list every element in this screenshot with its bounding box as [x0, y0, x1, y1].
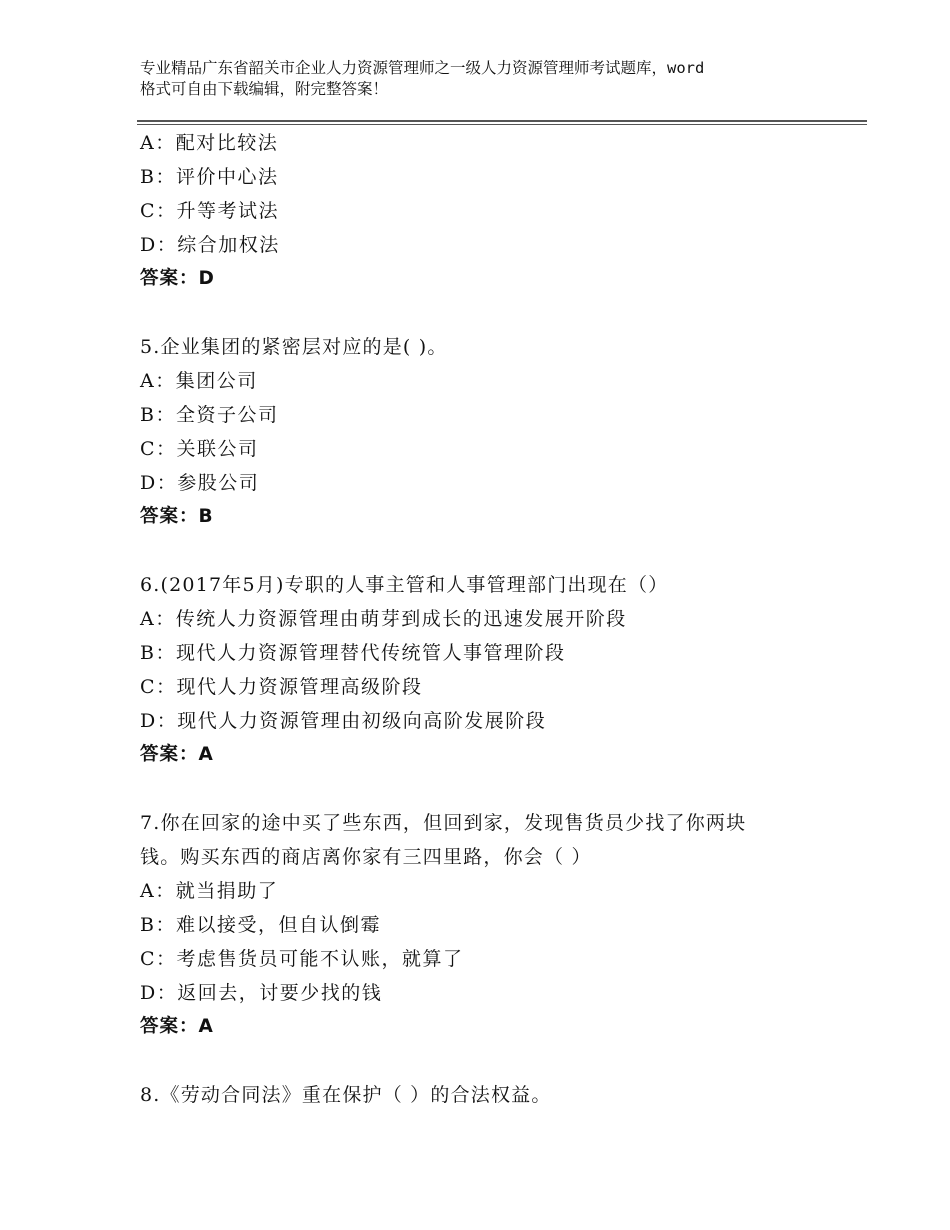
option-a: A：就当捐助了 — [140, 880, 279, 902]
question-5 — [140, 330, 860, 534]
question-4 — [140, 126, 860, 296]
answer-label: 答案：B — [140, 506, 214, 527]
option-d: D：现代人力资源管理由初级向高阶发展阶段 — [140, 710, 547, 732]
question-stem: 6.(2017年5月)专职的人事主管和人事管理部门出现在（） — [140, 574, 669, 596]
option-c: C：现代人力资源管理高级阶段 — [140, 676, 423, 698]
option-a: A：传统人力资源管理由萌芽到成长的迅速发展开阶段 — [140, 608, 627, 630]
option-b: B：评价中心法 — [140, 166, 279, 188]
question-6 — [140, 568, 860, 772]
answer-label: 答案：D — [140, 268, 215, 289]
option-b: B：难以接受，但自认倒霉 — [140, 914, 381, 936]
header-line-2: 格式可自由下载编辑，附完整答案！ — [140, 80, 389, 98]
option-c: C：升等考试法 — [140, 200, 280, 222]
option-d: D：综合加权法 — [140, 234, 280, 256]
question-stem: 5.企业集团的紧密层对应的是( )。 — [140, 336, 448, 358]
question-stem-line-1: 7.你在回家的途中买了些东西，但回到家，发现售货员少找了你两块 — [140, 812, 747, 834]
option-a: A：配对比较法 — [140, 132, 279, 154]
spacer — [140, 534, 860, 568]
option-c: C：考虑售货员可能不认账，就算了 — [140, 948, 464, 970]
header-divider-thick — [137, 120, 867, 122]
spacer — [140, 296, 860, 330]
header-divider-thin — [137, 124, 867, 125]
question-7 — [140, 806, 860, 1044]
spacer — [140, 1044, 860, 1078]
question-stem-line-2: 钱。购买东西的商店离你家有三四里路，你会（ ） — [140, 846, 592, 868]
option-d: D：返回去，讨要少找的钱 — [140, 982, 383, 1004]
answer-label: 答案：A — [140, 744, 214, 765]
spacer — [140, 772, 860, 806]
question-list — [140, 126, 860, 1112]
answer-label: 答案：A — [140, 1016, 214, 1037]
option-d: D：参股公司 — [140, 472, 260, 494]
document-header — [140, 58, 830, 100]
header-line-1: 专业精品广东省韶关市企业人力资源管理师之一级人力资源管理师考试题库，word — [140, 59, 705, 77]
option-c: C：关联公司 — [140, 438, 259, 460]
option-b: B：全资子公司 — [140, 404, 279, 426]
option-a: A：集团公司 — [140, 370, 258, 392]
question-8 — [140, 1078, 860, 1112]
question-stem: 8.《劳动合同法》重在保护（ ）的合法权益。 — [140, 1084, 552, 1106]
option-b: B：现代人力资源管理替代传统管人事管理阶段 — [140, 642, 566, 664]
